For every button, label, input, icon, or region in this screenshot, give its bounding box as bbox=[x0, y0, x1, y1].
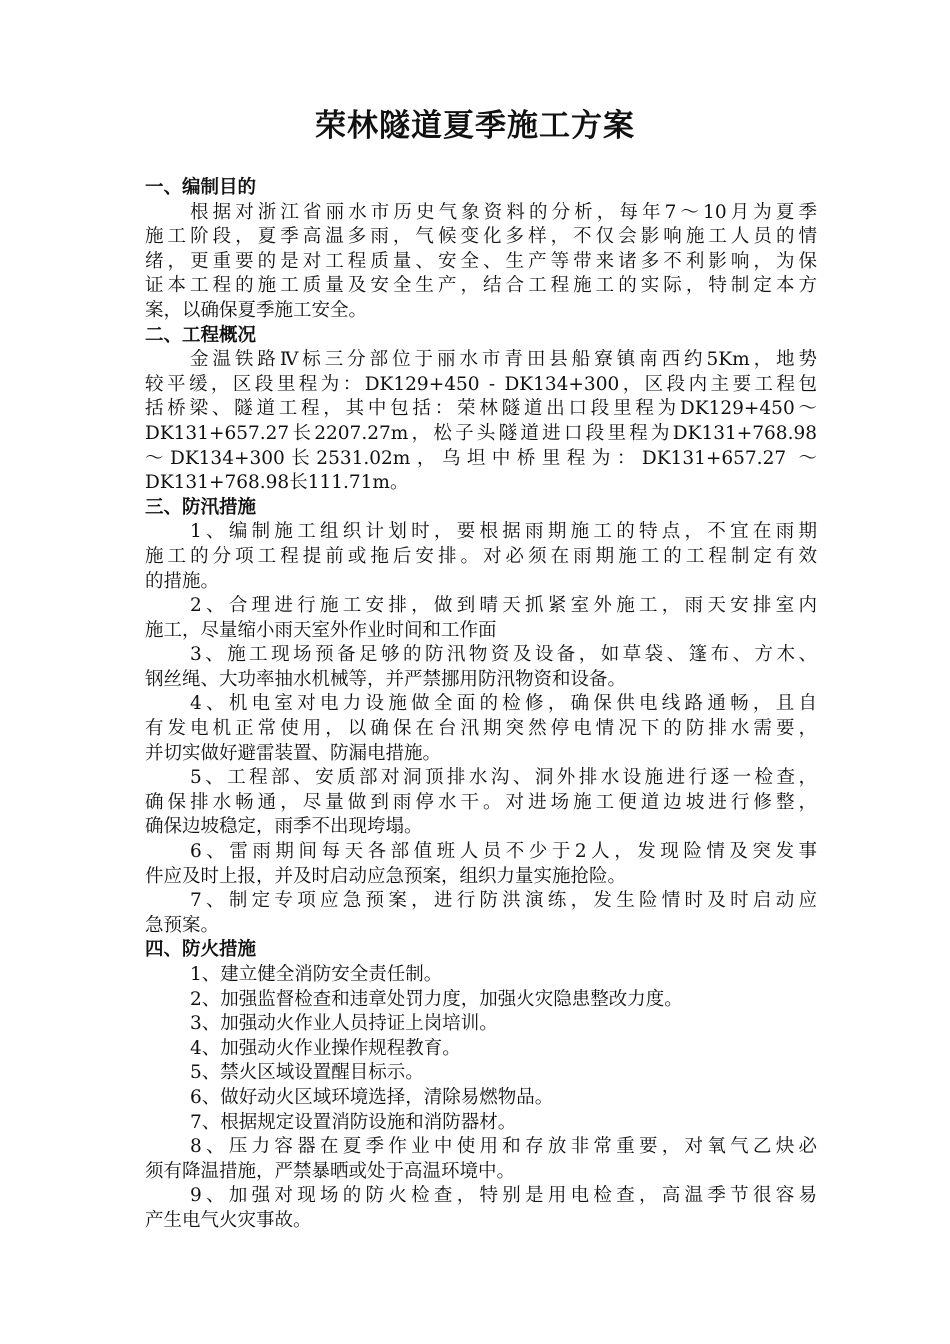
paragraph-line: 6、雷雨期间每天各部值班人员不少于2人，发现险情及突发事 bbox=[190, 841, 817, 863]
paragraph-line: ～DK134+300长2531.02m，乌坦中桥里程为：DK131+657.27 ～ bbox=[145, 447, 817, 469]
paragraph-line: DK131+768.98长111.71m。 bbox=[145, 472, 409, 494]
paragraph-line: 钢丝绳、大功率抽水机械等，并严禁挪用防汛物资和设备。 bbox=[145, 668, 627, 690]
paragraph-line: 8、压力容器在夏季作业中使用和存放非常重要，对氧气乙炔必 bbox=[190, 1136, 817, 1158]
paragraph-line: 施工阶段，夏季高温多雨，气候变化多样，不仅会影响施工人员的情 bbox=[145, 226, 817, 248]
paragraph-line: 2、加强监督检查和违章处罚力度，加强火灾隐患整改力度。 bbox=[190, 988, 683, 1010]
paragraph-line: 急预案。 bbox=[145, 914, 220, 936]
paragraph-line: 产生电气火灾事故。 bbox=[145, 1209, 312, 1231]
paragraph-line: 4、机电室对电力设施做全面的检修，确保供电线路通畅，且自 bbox=[190, 693, 817, 715]
paragraph-line: 7、根据规定设置消防设施和消防器材。 bbox=[190, 1111, 517, 1133]
paragraph-line: 2、合理进行施工安排，做到晴天抓紧室外施工，雨天安排室内 bbox=[190, 595, 817, 617]
paragraph-line: 件应及时上报，并及时启动应急预案，组织力量实施抢险。 bbox=[145, 865, 627, 887]
paragraph-line: 6、做好动火区域环境选择，清除易燃物品。 bbox=[190, 1086, 554, 1108]
section-heading-flood-control: 三、防汛措施 bbox=[145, 496, 257, 518]
paragraph-line: 9、加强对现场的防火检查，特别是用电检查，高温季节很容易 bbox=[190, 1185, 817, 1207]
paragraph-line: 施工，尽量缩小雨天室外作业时间和工作面 bbox=[145, 619, 497, 641]
document-title: 荣林隧道夏季施工方案 bbox=[315, 108, 635, 144]
paragraph-line: 1、建立健全消防安全责任制。 bbox=[190, 964, 443, 985]
document-body bbox=[145, 176, 817, 1234]
paragraph-line: 须有降温措施，严禁暴晒或处于高温环境中。 bbox=[145, 1160, 516, 1182]
paragraph-line: 5、工程部、安质部对洞顶排水沟、洞外排水设施进行逐一检查， bbox=[190, 767, 817, 789]
section-heading-overview: 二、工程概况 bbox=[145, 324, 257, 346]
paragraph-line: DK131+657.27长2207.27m，松子头隧道进口段里程为DK131+768.98 bbox=[145, 422, 817, 444]
paragraph-line: 3、施工现场预备足够的防汛物资及设备，如草袋、篷布、方木、 bbox=[190, 644, 817, 666]
paragraph-line: 的措施。 bbox=[145, 570, 220, 592]
paragraph-line: 并切实做好避雷装置、防漏电措施。 bbox=[145, 742, 442, 764]
paragraph-line: 证本工程的施工质量及安全生产，结合工程施工的实际，特制定本方 bbox=[145, 275, 817, 297]
section-heading-fire-prevention: 四、防火措施 bbox=[145, 939, 257, 961]
paragraph-line: 确保排水畅通，尽量做到雨停水干。对进场施工便道边坡进行修整， bbox=[145, 791, 817, 813]
paragraph-line: 4、加强动火作业操作规程教育。 bbox=[190, 1037, 461, 1059]
section-heading-purpose: 一、编制目的 bbox=[145, 177, 257, 198]
paragraph-line: 施工的分项工程提前或拖后安排。对必须在雨期施工的工程制定有效 bbox=[145, 545, 817, 567]
paragraph-line: 较平缓，区段里程为：DK129+450 - DK134+300，区段内主要工程包 bbox=[145, 373, 817, 395]
paragraph-line: 括桥梁、隧道工程，其中包括：荣林隧道出口段里程为DK129+450～ bbox=[145, 398, 817, 420]
paragraph-line: 7、制定专项应急预案，进行防洪演练，发生险情时及时启动应 bbox=[190, 890, 817, 912]
paragraph-line: 有发电机正常使用，以确保在台汛期突然停电情况下的防排水需要， bbox=[145, 718, 817, 740]
paragraph-line: 3、加强动火作业人员持证上岗培训。 bbox=[190, 1013, 498, 1035]
paragraph-line: 案，以确保夏季施工安全。 bbox=[145, 299, 368, 321]
paragraph-line: 1、编制施工组织计划时，要根据雨期施工的特点，不宜在雨期 bbox=[190, 521, 817, 543]
paragraph-line: 根据对浙江省丽水市历史气象资料的分析，每年7～10月为夏季 bbox=[190, 201, 817, 223]
paragraph-line: 确保边坡稳定，雨季不出现垮塌。 bbox=[145, 816, 423, 838]
paragraph-line: 绪，更重要的是对工程质量、安全、生产等带来诸多不利影响，为保 bbox=[145, 250, 817, 272]
paragraph-line: 5、禁火区域设置醒目标示。 bbox=[190, 1062, 424, 1084]
paragraph-line: 金温铁路Ⅳ标三分部位于丽水市青田县船寮镇南西约5Km，地势 bbox=[190, 349, 817, 371]
